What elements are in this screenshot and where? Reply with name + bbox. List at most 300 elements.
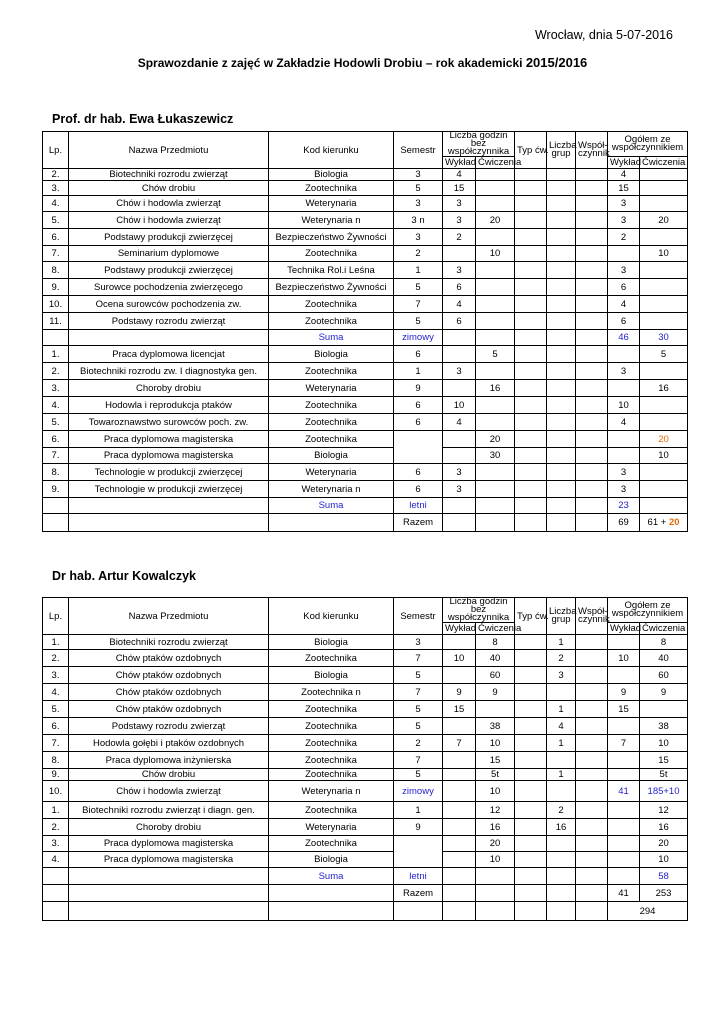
cell-hours-lecture: [443, 781, 476, 802]
cell-exercise-type: [515, 885, 547, 902]
cell-group-count: 16: [547, 819, 576, 836]
header-hours: Liczba godzin bez współczynnika: [443, 598, 515, 623]
cell-exercise-type: [515, 313, 547, 330]
cell-semester: 5: [394, 769, 443, 781]
cell-coefficient: [576, 431, 608, 448]
cell-total-lecture: [608, 752, 640, 769]
table-row: [43, 346, 688, 363]
cell-group-count: [547, 481, 576, 498]
table-row: [43, 414, 688, 431]
section-2-table: [42, 597, 688, 921]
cell-exercise-type: [515, 769, 547, 781]
cell-hours-lecture: 2: [443, 229, 476, 246]
cell-hours-exercise: 8: [476, 635, 515, 650]
cell-coefficient: [576, 262, 608, 279]
table-row: [43, 868, 688, 885]
cell-code: Weterynaria: [269, 464, 394, 481]
cell-subject: Chów drobiu: [69, 769, 269, 781]
cell-group-count: [547, 852, 576, 868]
cell-hours-lecture: [443, 635, 476, 650]
header-semester: Semestr: [394, 132, 443, 169]
cell-exercise-type: [515, 212, 547, 229]
header-subject: Nazwa Przedmiotu: [69, 598, 269, 635]
cell-lp: 7.: [43, 448, 69, 464]
cell-exercise-type: [515, 181, 547, 196]
cell-coefficient: [576, 363, 608, 380]
cell-code: Zootechnika: [269, 752, 394, 769]
cell-coefficient: [576, 802, 608, 819]
cell-group-count: [547, 330, 576, 346]
header-hours: Liczba godzin bez współczynnika: [443, 132, 515, 157]
cell-subject: Praca dyplomowa magisterska: [69, 448, 269, 464]
cell-lp: 1.: [43, 346, 69, 363]
cell-total-exercise: 38: [640, 718, 688, 735]
cell-semester: 1: [394, 802, 443, 819]
table-row: [43, 296, 688, 313]
cell-semester: 5: [394, 279, 443, 296]
cell-subject: [69, 885, 269, 902]
cell-total-exercise: [640, 498, 688, 514]
cell-total-lecture: [608, 836, 640, 852]
cell-code: Zootechnika: [269, 802, 394, 819]
cell-subject: Praca dyplomowa magisterska: [69, 836, 269, 852]
cell-exercise-type: [515, 330, 547, 346]
cell-hours-lecture: 3: [443, 196, 476, 212]
cell-coefficient: [576, 330, 608, 346]
cell-coefficient: [576, 885, 608, 902]
cell-total-lecture: 6: [608, 279, 640, 296]
cell-total-lecture: 6: [608, 313, 640, 330]
cell-lp: 10.: [43, 781, 69, 802]
cell-lp: 5.: [43, 414, 69, 431]
cell-hours-lecture: [443, 380, 476, 397]
cell-subject: [69, 330, 269, 346]
header-coef: Współ-czynnik: [576, 598, 608, 635]
table-row: [43, 212, 688, 229]
cell-total-lecture: 3: [608, 363, 640, 380]
cell-total-lecture: 4: [608, 296, 640, 313]
cell-hours-exercise: 20: [476, 431, 515, 448]
cell-group-count: [547, 868, 576, 885]
cell-code: Zootechnika: [269, 650, 394, 667]
cell-subject: Biotechniki rozrodu zwierząt: [69, 169, 269, 181]
cell-exercise-type: [515, 684, 547, 701]
cell-coefficient: [576, 448, 608, 464]
cell-group-count: 2: [547, 802, 576, 819]
cell-hours-lecture: [443, 718, 476, 735]
cell-total-exercise: [640, 181, 688, 196]
cell-coefficient: [576, 902, 608, 921]
cell-exercise-type: [515, 380, 547, 397]
cell-semester: 2: [394, 735, 443, 752]
header-coef: Współ-czynnik: [576, 132, 608, 169]
cell-subject: Technologie w produkcji zwierzęcej: [69, 481, 269, 498]
cell-lp: 4.: [43, 852, 69, 868]
cell-exercise-type: [515, 781, 547, 802]
cell-total-exercise: [640, 169, 688, 181]
cell-total-exercise: 185+10: [640, 781, 688, 802]
cell-total-exercise: [640, 296, 688, 313]
cell-coefficient: [576, 346, 608, 363]
cell-total-exercise-sum: 61 + 20: [640, 514, 688, 532]
cell-hours-exercise: [476, 498, 515, 514]
cell-hours-exercise: [476, 196, 515, 212]
cell-coefficient: [576, 212, 608, 229]
cell-hours-exercise: [476, 330, 515, 346]
cell-total-exercise: 60: [640, 667, 688, 684]
cell-semester: 9: [394, 380, 443, 397]
cell-coefficient: [576, 769, 608, 781]
cell-lp: 4.: [43, 196, 69, 212]
cell-hours-exercise: 10: [476, 781, 515, 802]
cell-hours-lecture: 7: [443, 735, 476, 752]
cell-lp: 7.: [43, 246, 69, 262]
cell-code: [269, 902, 394, 921]
cell-group-count: [547, 514, 576, 532]
cell-total-lecture: [608, 718, 640, 735]
header-total-exercise: Ćwiczenia: [640, 623, 688, 635]
header-lp: Lp.: [43, 132, 69, 169]
cell-total-exercise: [640, 196, 688, 212]
cell-hours-lecture: [443, 752, 476, 769]
cell-group-count: [547, 262, 576, 279]
cell-total-lecture: [608, 635, 640, 650]
cell-total-lecture: 23: [608, 498, 640, 514]
cell-coefficient: [576, 181, 608, 196]
cell-exercise-type: [515, 464, 547, 481]
cell-lp: [43, 330, 69, 346]
cell-total-lecture: [608, 380, 640, 397]
cell-lp: 3.: [43, 836, 69, 852]
cell-hours-exercise: [476, 169, 515, 181]
table-row: [43, 735, 688, 752]
cell-total-lecture: [608, 802, 640, 819]
header-total: Ogółem ze współczynnikiem: [608, 598, 688, 623]
cell-lp: 4.: [43, 684, 69, 701]
cell-hours-lecture: [443, 498, 476, 514]
cell-hours-lecture: 4: [443, 169, 476, 181]
cell-group-count: [547, 684, 576, 701]
cell-hours-exercise: [476, 296, 515, 313]
cell-hours-lecture: [443, 346, 476, 363]
cell-code: Technika Rol.i Leśna: [269, 262, 394, 279]
table-row: [43, 448, 688, 464]
cell-hours-lecture: 15: [443, 701, 476, 718]
cell-subject: Podstawy rozrodu zwierząt: [69, 313, 269, 330]
header-groups: Liczba grup: [547, 598, 576, 635]
cell-code: Biologia: [269, 346, 394, 363]
cell-coefficient: [576, 836, 608, 852]
cell-code: Suma: [269, 868, 394, 885]
cell-total-exercise: 10: [640, 246, 688, 262]
table-row: [43, 498, 688, 514]
cell-semester: 6: [394, 397, 443, 414]
cell-coefficient: [576, 868, 608, 885]
cell-semester: 5: [394, 313, 443, 330]
cell-total-lecture: 9: [608, 684, 640, 701]
cell-coefficient: [576, 718, 608, 735]
cell-lp: [43, 514, 69, 532]
cell-hours-exercise: 15: [476, 752, 515, 769]
cell-code: Zootechnika: [269, 414, 394, 431]
cell-hours-exercise: [476, 414, 515, 431]
cell-hours-exercise: 10: [476, 852, 515, 868]
cell-subject: Podstawy rozrodu zwierząt: [69, 718, 269, 735]
cell-subject: Podstawy produkcji zwierzęcej: [69, 262, 269, 279]
section-1-body: [43, 169, 688, 532]
table-row: [43, 885, 688, 902]
cell-coefficient: [576, 852, 608, 868]
cell-group-count: [547, 212, 576, 229]
cell-hours-lecture: [443, 902, 476, 921]
cell-hours-exercise: 5t: [476, 769, 515, 781]
cell-semester: 5: [394, 701, 443, 718]
cell-exercise-type: [515, 498, 547, 514]
cell-code: [269, 885, 394, 902]
cell-hours-lecture: 3: [443, 464, 476, 481]
cell-group-count: [547, 229, 576, 246]
cell-hours-lecture: 10: [443, 397, 476, 414]
cell-subject: Surowce pochodzenia zwierzęcego: [69, 279, 269, 296]
cell-exercise-type: [515, 196, 547, 212]
cell-lp: [43, 868, 69, 885]
header-exercise: Ćwiczenia: [476, 157, 515, 169]
cell-total-exercise: 58: [640, 868, 688, 885]
cell-hours-exercise: 10: [476, 735, 515, 752]
cell-group-count: [547, 296, 576, 313]
cell-exercise-type: [515, 819, 547, 836]
cell-total-exercise: 5: [640, 346, 688, 363]
header-code: Kod kierunku: [269, 598, 394, 635]
title-text: Sprawozdanie z zajęć w Zakładzie Hodowli Drobiu – rok akademicki: [137, 56, 523, 70]
header-lecture: Wykład: [443, 157, 476, 169]
cell-code: Biologia: [269, 448, 394, 464]
cell-exercise-type: [515, 735, 547, 752]
cell-hours-lecture: 3: [443, 212, 476, 229]
cell-coefficient: [576, 296, 608, 313]
cell-total-lecture: [608, 667, 640, 684]
cell-subject: Chów ptaków ozdobnych: [69, 684, 269, 701]
cell-hours-lecture: [443, 667, 476, 684]
cell-hours-exercise: 16: [476, 819, 515, 836]
cell-hours-exercise: [476, 262, 515, 279]
cell-total-lecture: 41: [608, 781, 640, 802]
cell-total-lecture: 10: [608, 397, 640, 414]
cell-exercise-type: [515, 363, 547, 380]
cell-total-exercise: 8: [640, 635, 688, 650]
cell-exercise-type: [515, 414, 547, 431]
section-2-header: [43, 598, 688, 635]
cell-code: Biologia: [269, 852, 394, 868]
cell-total-exercise: 12: [640, 802, 688, 819]
cell-lp: [43, 498, 69, 514]
cell-hours-exercise: 40: [476, 650, 515, 667]
cell-total-exercise: [640, 397, 688, 414]
cell-lp: 2.: [43, 169, 69, 181]
header-type: Typ ćw.: [515, 132, 547, 169]
cell-exercise-type: [515, 852, 547, 868]
cell-group-count: [547, 196, 576, 212]
cell-hours-lecture: [443, 802, 476, 819]
header-semester: Semestr: [394, 598, 443, 635]
cell-coefficient: [576, 464, 608, 481]
cell-group-count: [547, 902, 576, 921]
cell-exercise-type: [515, 902, 547, 921]
table-row: [43, 481, 688, 498]
cell-subject: [69, 498, 269, 514]
cell-lp: 9.: [43, 481, 69, 498]
cell-hours-lecture: [443, 836, 476, 852]
cell-semester: [394, 431, 443, 464]
cell-hours-exercise: [476, 313, 515, 330]
cell-total-exercise: 20: [640, 836, 688, 852]
section-2-body: [43, 635, 688, 921]
table-row: [43, 902, 688, 921]
cell-code: Zootechnika: [269, 313, 394, 330]
cell-exercise-type: [515, 836, 547, 852]
cell-semester: 2: [394, 246, 443, 262]
cell-code: Bezpieczeństwo Żywności: [269, 229, 394, 246]
cell-semester: Razem: [394, 885, 443, 902]
cell-hours-exercise: [476, 868, 515, 885]
cell-subject: Chów ptaków ozdobnych: [69, 650, 269, 667]
cell-subject: [69, 902, 269, 921]
cell-hours-exercise: 38: [476, 718, 515, 735]
cell-total-lecture: 294: [608, 902, 688, 921]
cell-group-count: [547, 885, 576, 902]
table-row: [43, 769, 688, 781]
cell-total-lecture: 3: [608, 262, 640, 279]
cell-total-exercise: 30: [640, 330, 688, 346]
cell-exercise-type: [515, 868, 547, 885]
cell-total-lecture: 15: [608, 181, 640, 196]
cell-total-lecture: 41: [608, 885, 640, 902]
cell-hours-lecture: [443, 868, 476, 885]
table-row: [43, 169, 688, 181]
cell-semester: Razem: [394, 514, 443, 532]
cell-semester: letni: [394, 498, 443, 514]
cell-code: Zootechnika: [269, 397, 394, 414]
cell-total-exercise: 16: [640, 819, 688, 836]
cell-hours-exercise: [476, 229, 515, 246]
header-exercise: Ćwiczenia: [476, 623, 515, 635]
cell-group-count: [547, 414, 576, 431]
cell-total-exercise: [640, 481, 688, 498]
cell-exercise-type: [515, 752, 547, 769]
table-row: [43, 229, 688, 246]
cell-hours-exercise: [476, 363, 515, 380]
cell-coefficient: [576, 196, 608, 212]
cell-total-exercise: [640, 464, 688, 481]
cell-semester: zimowy: [394, 330, 443, 346]
cell-coefficient: [576, 650, 608, 667]
table-row: [43, 718, 688, 735]
cell-total-exercise: [640, 414, 688, 431]
cell-coefficient: [576, 279, 608, 296]
cell-lp: 6.: [43, 718, 69, 735]
cell-code: Weterynaria: [269, 380, 394, 397]
cell-total-lecture: [608, 819, 640, 836]
cell-subject: Praca dyplomowa magisterska: [69, 431, 269, 448]
cell-subject: Chów ptaków ozdobnych: [69, 701, 269, 718]
cell-total-exercise: 10: [640, 448, 688, 464]
cell-hours-lecture: 10: [443, 650, 476, 667]
cell-semester: zimowy: [394, 781, 443, 802]
table-row: [43, 635, 688, 650]
cell-hours-lecture: [443, 885, 476, 902]
cell-subject: Towaroznawstwo surowców poch. zw.: [69, 414, 269, 431]
cell-total-exercise: 16: [640, 380, 688, 397]
cell-coefficient: [576, 246, 608, 262]
cell-total-lecture: [608, 852, 640, 868]
header-subject: Nazwa Przedmiotu: [69, 132, 269, 169]
cell-code: Suma: [269, 330, 394, 346]
cell-total-exercise: 15: [640, 752, 688, 769]
cell-total-lecture: 10: [608, 650, 640, 667]
table-row: [43, 650, 688, 667]
cell-code: Zootechnika: [269, 735, 394, 752]
table-row: [43, 196, 688, 212]
cell-hours-exercise: 20: [476, 836, 515, 852]
cell-subject: Chów ptaków ozdobnych: [69, 667, 269, 684]
cell-subject: Podstawy produkcji zwierzęcej: [69, 229, 269, 246]
cell-exercise-type: [515, 279, 547, 296]
cell-hours-lecture: 4: [443, 414, 476, 431]
section-1-header: [43, 132, 688, 169]
cell-group-count: [547, 181, 576, 196]
cell-exercise-type: [515, 169, 547, 181]
cell-total-exercise: 20: [640, 212, 688, 229]
cell-hours-exercise: 9: [476, 684, 515, 701]
cell-code: Zootechnika: [269, 246, 394, 262]
cell-hours-exercise: 60: [476, 667, 515, 684]
cell-exercise-type: [515, 296, 547, 313]
cell-semester: 3: [394, 169, 443, 181]
cell-code: Zootechnika: [269, 701, 394, 718]
cell-hours-exercise: 20: [476, 212, 515, 229]
cell-coefficient: [576, 684, 608, 701]
cell-exercise-type: [515, 229, 547, 246]
cell-total-lecture: 7: [608, 735, 640, 752]
cell-lp: 10.: [43, 296, 69, 313]
cell-coefficient: [576, 380, 608, 397]
cell-hours-exercise: [476, 885, 515, 902]
cell-subject: Praca dyplomowa licencjat: [69, 346, 269, 363]
cell-subject: [69, 514, 269, 532]
cell-semester: letni: [394, 868, 443, 885]
cell-total-exercise: 10: [640, 735, 688, 752]
cell-code: Zootechnika n: [269, 684, 394, 701]
cell-hours-exercise: [476, 279, 515, 296]
cell-exercise-type: [515, 701, 547, 718]
cell-group-count: 1: [547, 635, 576, 650]
cell-hours-lecture: [443, 246, 476, 262]
table-row: [43, 397, 688, 414]
section-2-heading: Dr hab. Artur Kowalczyk: [52, 569, 197, 583]
cell-total-lecture: 2: [608, 229, 640, 246]
cell-code: Suma: [269, 498, 394, 514]
cell-exercise-type: [515, 650, 547, 667]
cell-group-count: [547, 397, 576, 414]
cell-exercise-type: [515, 514, 547, 532]
cell-hours-lecture: 6: [443, 279, 476, 296]
cell-coefficient: [576, 667, 608, 684]
cell-total-lecture: [608, 448, 640, 464]
cell-subject: Praca dyplomowa inżynierska: [69, 752, 269, 769]
header-lp: Lp.: [43, 598, 69, 635]
section-1-heading: Prof. dr hab. Ewa Łukaszewicz: [52, 112, 234, 126]
cell-total-exercise: 253: [640, 885, 688, 902]
